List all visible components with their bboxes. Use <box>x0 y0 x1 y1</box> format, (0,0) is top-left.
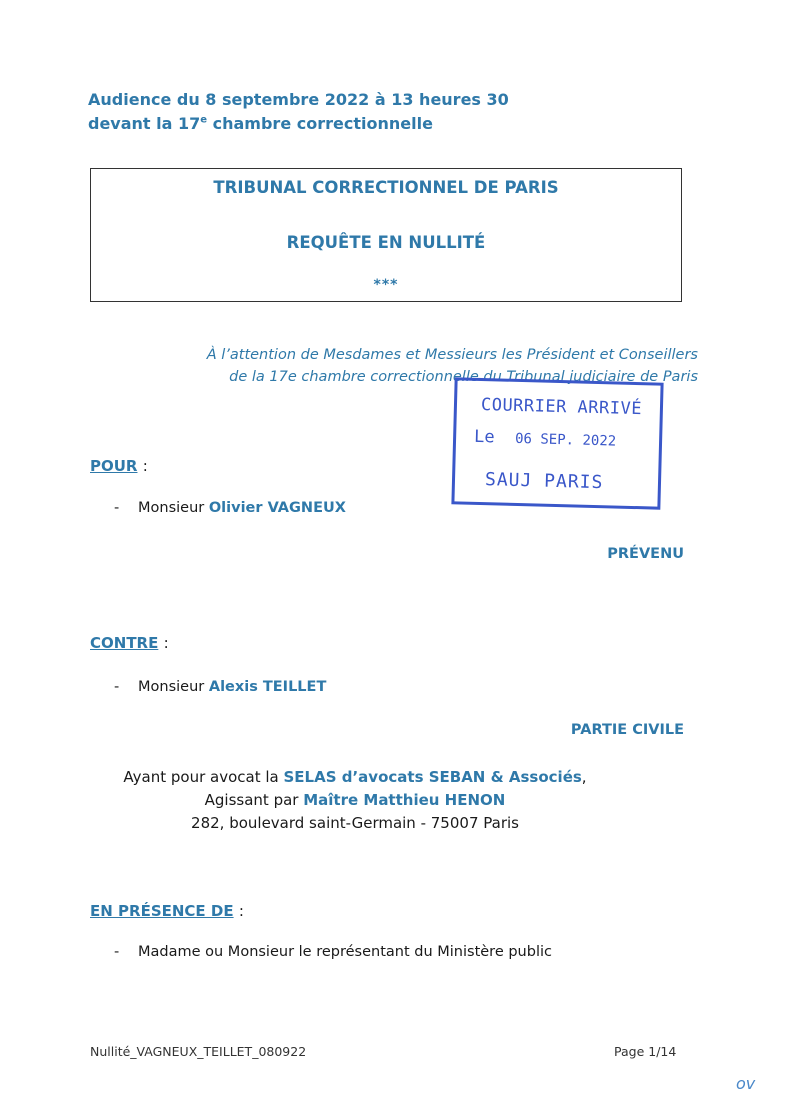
attention-line-2: de la 17e chambre correctionnelle du Tribunal judiciaire de Paris <box>229 369 698 385</box>
attention-line-1: À l’attention de Mesdames et Messieurs les Président et Conseillers <box>206 347 698 363</box>
contre-party: - Monsieur Alexis TEILLET <box>114 679 327 695</box>
lawyer-firm: SELAS d’avocats SEBAN & Associés <box>283 768 582 786</box>
contre-label: CONTRE : <box>90 634 169 652</box>
stamp-date: 06 SEP. 2022 <box>514 430 617 450</box>
presence-party: - Madame ou Monsieur le représentant du Ministère public <box>114 944 552 960</box>
court-name: TRIBUNAL CORRECTIONNEL DE PARIS <box>213 178 559 197</box>
hearing-header <box>88 88 509 136</box>
stamp-office: SAUJ PARIS <box>484 469 604 494</box>
title-separator: *** <box>373 277 399 293</box>
footer-filename: Nullité_VAGNEUX_TEILLET_080922 <box>90 1044 307 1059</box>
lawyer-name-line: Agissant par Maître Matthieu HENON <box>204 791 506 809</box>
pour-label: POUR : <box>90 457 148 475</box>
stamp-date-line: Le 06 SEP. 2022 <box>473 426 617 450</box>
handwritten-mark: ov <box>736 1074 756 1093</box>
lawyer-address: 282, boulevard saint-Germain - 75007 Paris <box>191 814 519 832</box>
lawyer-block <box>0 766 710 835</box>
lawyer-firm-line: Ayant pour avocat la SELAS d’avocats SEBAN & Associés, <box>123 768 587 786</box>
pour-role: PRÉVENU <box>607 546 684 562</box>
hearing-date-line: Audience du 8 septembre 2022 à 13 heures 30 <box>88 90 509 109</box>
presence-label: EN PRÉSENCE DE : <box>90 902 244 920</box>
hearing-chamber-line: devant la 17e chambre correctionnelle <box>88 114 433 133</box>
pour-name: Olivier VAGNEUX <box>208 500 346 516</box>
lawyer-name: Maître Matthieu HENON <box>303 791 506 809</box>
contre-role: PARTIE CIVILE <box>570 722 684 738</box>
title-box <box>90 168 682 302</box>
document-type: REQUÊTE EN NULLITÉ <box>286 233 486 252</box>
stamp-title: COURRIER ARRIVÉ <box>480 394 643 420</box>
footer-page-number: Page 1/14 <box>614 1044 677 1059</box>
contre-name: Alexis TEILLET <box>208 679 327 695</box>
pour-party: - Monsieur Olivier VAGNEUX <box>114 500 346 516</box>
received-stamp <box>451 377 663 509</box>
